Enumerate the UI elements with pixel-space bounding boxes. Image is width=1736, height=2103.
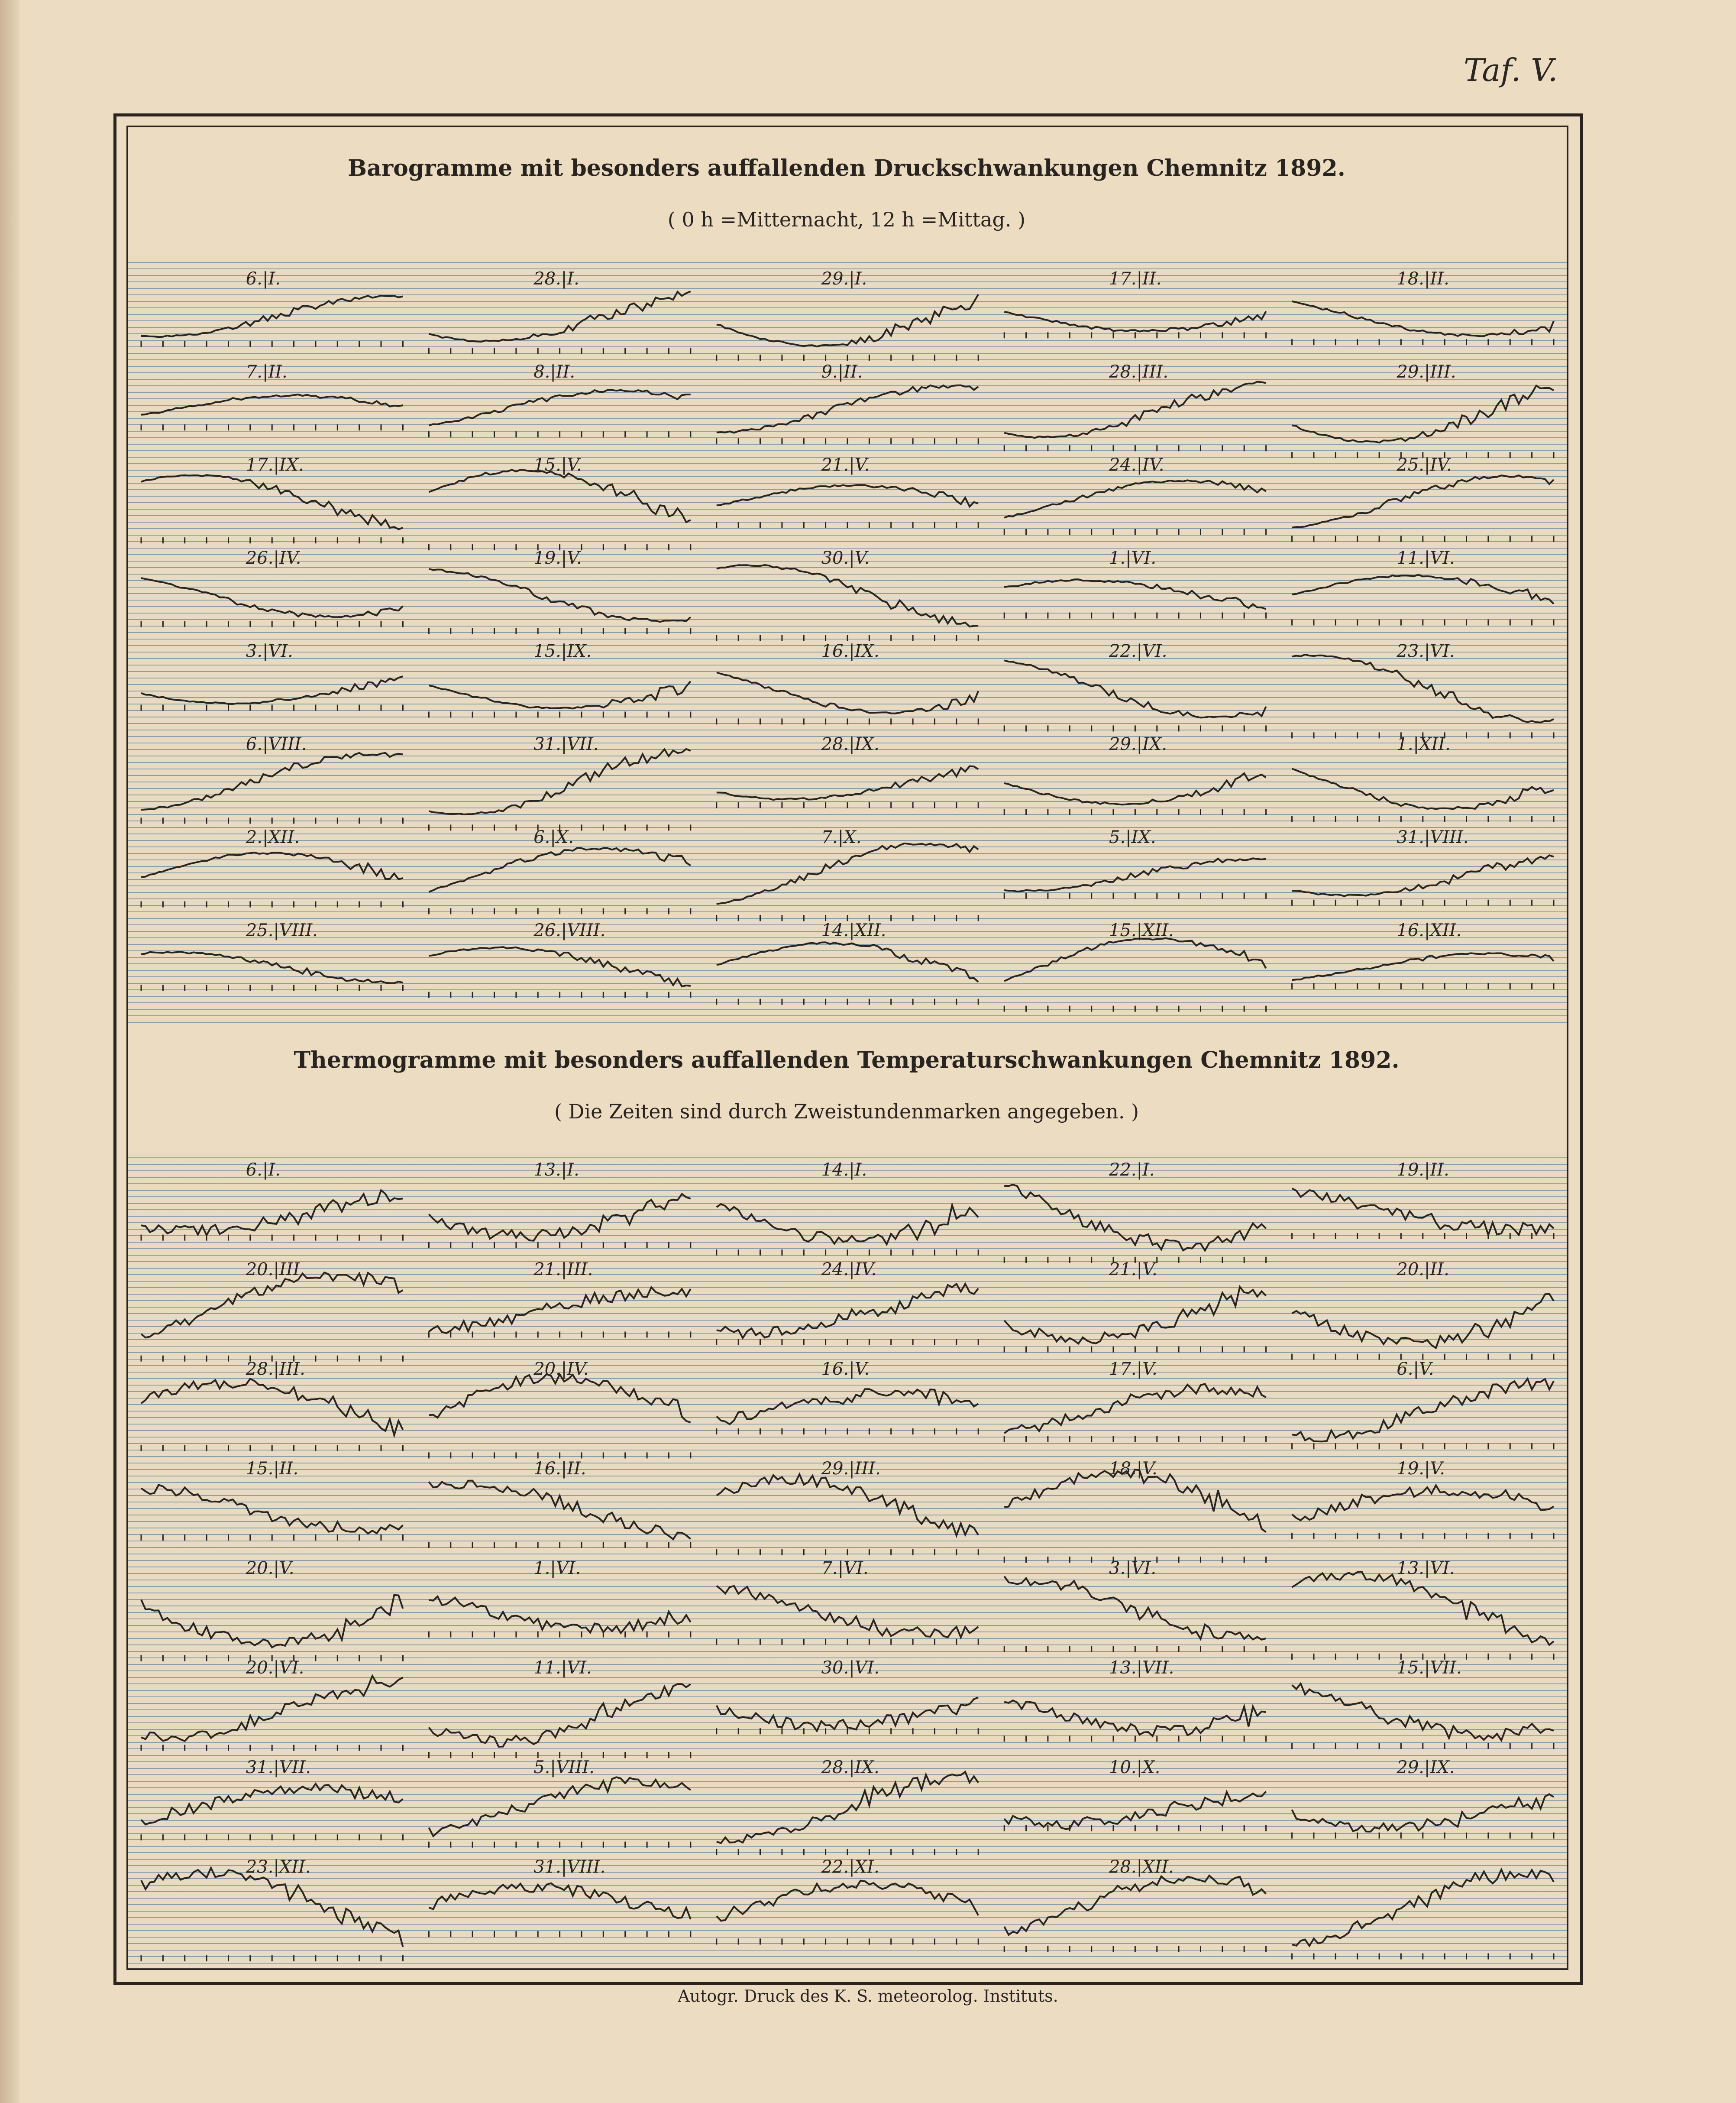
barogram-trace — [717, 385, 978, 433]
thermogram-date-label: 13.|I. — [533, 1160, 579, 1180]
thermogram-date-label: 20.|IV. — [533, 1359, 589, 1379]
barogram-trace — [429, 681, 690, 708]
barogram-date-label: 3.|VI. — [246, 641, 293, 661]
barogram-date-label: 1.|VI. — [1109, 548, 1157, 568]
thermogram-trace — [429, 1374, 690, 1423]
thermogram-date-label: 14.|I. — [821, 1160, 867, 1180]
thermogram-date-label: 5.|VIII. — [533, 1757, 595, 1777]
barogram-trace — [717, 485, 978, 507]
barogram-date-label: 9.|II. — [821, 362, 863, 382]
barogram-traces — [128, 256, 1567, 1023]
thermogram-date-label: 6.|I. — [246, 1160, 281, 1180]
barogram-date-label: 17.|IX. — [246, 455, 304, 475]
thermogram-date-label: 28.|IX. — [821, 1757, 879, 1777]
barogram-date-label: 28.|IX. — [821, 734, 879, 754]
barogram-trace — [1004, 660, 1266, 717]
barogram-trace — [1292, 855, 1554, 896]
barogram-date-label: 29.|IX. — [1109, 734, 1167, 754]
barogram-date-label: 26.|IV. — [246, 548, 301, 568]
barogram-trace — [141, 676, 403, 704]
thermogram-trace — [1292, 1870, 1554, 1946]
barogram-subtitle: ( 0 h =Mitternacht, 12 h =Mittag. ) — [667, 208, 1026, 231]
thermogram-date-label: 22.|XI. — [821, 1857, 879, 1877]
barogram-trace — [429, 569, 690, 622]
barogram-date-label: 28.|I. — [533, 269, 579, 289]
barogram-trace — [141, 753, 403, 810]
barogram-date-label: 6.|VIII. — [246, 734, 307, 754]
thermogram-date-label: 22.|I. — [1109, 1160, 1155, 1180]
barogram-date-label: 6.|X. — [533, 827, 574, 847]
thermogram-date-label: 18.|V. — [1109, 1459, 1157, 1479]
barogram-date-label: 23.|VI. — [1397, 641, 1455, 661]
barogram-trace — [429, 749, 690, 814]
thermogram-trace — [717, 1474, 978, 1535]
thermogram-trace — [1004, 1876, 1266, 1935]
thermogram-trace — [141, 1595, 403, 1648]
thermogram-date-label: 28.|XII. — [1109, 1857, 1174, 1877]
barogram-date-label: 15.|IX. — [533, 641, 592, 661]
barogram-trace — [141, 578, 403, 617]
thermogram-trace — [1292, 1683, 1554, 1740]
thermogram-date-label: 21.|V. — [1109, 1260, 1157, 1279]
thermogram-date-label: 15.|II. — [246, 1459, 299, 1479]
thermogram-trace — [429, 1777, 690, 1836]
barogram-date-label: 7.|X. — [821, 827, 862, 847]
barogram-date-label: 6.|I. — [246, 269, 281, 289]
thermogram-trace — [429, 1684, 690, 1747]
barogram-date-label: 14.|XII. — [821, 921, 886, 940]
thermogram-subtitle: ( Die Zeiten sind durch Zweistundenmarken angegeben. ) — [554, 1100, 1139, 1123]
printer-credit: Autogr. Druck des K. S. meteorolog. Instituts. — [678, 1987, 1058, 2006]
barogram-date-label: 16.|XII. — [1397, 921, 1462, 940]
thermogram-trace — [1004, 1700, 1266, 1736]
thermogram-date-label: 31.|VII. — [246, 1757, 311, 1777]
thermogram-trace — [141, 1676, 403, 1741]
barogram-trace — [429, 848, 690, 892]
thermogram-trace — [1292, 1572, 1554, 1645]
thermogram-date-label: 3.|VI. — [1109, 1558, 1157, 1578]
barogram-trace — [717, 294, 978, 346]
barogram-trace — [1004, 858, 1266, 892]
thermogram-date-label: 7.|VI. — [821, 1558, 869, 1578]
thermogram-trace — [141, 1379, 403, 1435]
barogram-date-label: 25.|VIII. — [246, 921, 318, 940]
thermogram-date-label: 19.|V. — [1397, 1459, 1445, 1479]
barogram-date-label: 16.|IX. — [821, 641, 879, 661]
thermogram-trace — [1292, 1794, 1554, 1832]
thermogram-trace — [1292, 1294, 1554, 1348]
thermogram-date-label: 24.|IV. — [821, 1260, 877, 1279]
barogram-trace — [717, 766, 978, 800]
thermogram-trace — [1004, 1384, 1266, 1433]
barogram-title: Barogramme mit besonders auffallenden Druckschwankungen Chemnitz 1892. — [348, 155, 1345, 181]
barogram-trace — [717, 672, 978, 714]
thermogram-trace — [429, 1287, 690, 1333]
barogram-trace — [141, 952, 403, 983]
plate-label: Taf. V. — [1464, 52, 1558, 88]
thermogram-trace — [717, 1586, 978, 1638]
thermogram-trace — [1004, 1185, 1266, 1250]
barogram-date-label: 31.|VIII. — [1397, 827, 1469, 847]
barogram-trace — [1292, 386, 1554, 443]
barogram-date-label: 28.|III. — [1109, 362, 1169, 382]
barogram-trace — [141, 394, 403, 415]
thermogram-trace — [1292, 1189, 1554, 1235]
barogram-trace — [1004, 773, 1266, 805]
barogram-date-label: 5.|IX. — [1109, 827, 1156, 847]
thermogram-trace — [141, 1190, 403, 1235]
barogram-date-label: 2.|XII. — [246, 827, 300, 847]
barogram-trace — [1292, 953, 1554, 980]
thermogram-date-label: 31.|VIII. — [533, 1857, 606, 1877]
barogram-date-label: 22.|VI. — [1109, 641, 1167, 661]
thermogram-trace — [1004, 1470, 1266, 1532]
thermogram-trace — [429, 1596, 690, 1633]
thermogram-date-label: 28.|III. — [246, 1359, 306, 1379]
thermogram-trace — [1004, 1287, 1266, 1344]
barogram-trace — [1292, 301, 1554, 336]
thermogram-trace — [717, 1204, 978, 1244]
barogram-trace — [1292, 575, 1554, 604]
thermogram-trace — [717, 1881, 978, 1921]
barogram-date-label: 21.|V. — [821, 455, 870, 475]
thermogram-date-label: 1.|VI. — [533, 1558, 581, 1578]
thermogram-trace — [1292, 1485, 1554, 1520]
thermogram-date-label: 16.|II. — [533, 1459, 586, 1479]
barogram-date-label: 29.|I. — [821, 269, 867, 289]
thermogram-trace — [1004, 1576, 1266, 1640]
thermogram-date-label: 29.|IX. — [1397, 1757, 1455, 1777]
barogram-trace — [1004, 382, 1266, 438]
thermogram-trace — [717, 1697, 978, 1731]
barogram-trace — [1004, 579, 1266, 609]
thermogram-trace — [429, 1883, 690, 1919]
barogram-trace — [1004, 311, 1266, 332]
thermogram-date-label: 20.|VI. — [246, 1658, 304, 1678]
thermogram-date-label: 13.|VII. — [1109, 1658, 1174, 1678]
barogram-date-label: 1.|XII. — [1397, 734, 1451, 754]
barogram-date-label: 15.|V. — [533, 455, 582, 475]
thermogram-trace — [429, 1481, 690, 1539]
thermogram-trace — [429, 1194, 690, 1241]
thermogram-date-label: 10.|X. — [1109, 1757, 1161, 1777]
thermogram-trace — [1292, 1379, 1554, 1441]
barogram-date-label: 19.|V. — [533, 548, 582, 568]
barogram-date-label: 11.|VI. — [1397, 548, 1455, 568]
barogram-trace — [141, 853, 403, 879]
barogram-trace — [429, 291, 690, 342]
thermogram-date-label: 15.|VII. — [1397, 1658, 1462, 1678]
thermogram-trace — [717, 1284, 978, 1338]
barogram-trace — [717, 942, 978, 982]
thermogram-trace — [717, 1389, 978, 1424]
barogram-date-label: 15.|XII. — [1109, 921, 1174, 940]
thermogram-date-label: 23.|XII. — [246, 1857, 311, 1877]
barogram-trace — [1292, 655, 1554, 723]
barogram-trace — [429, 947, 690, 986]
thermogram-trace — [1004, 1792, 1266, 1829]
barogram-trace — [1004, 938, 1266, 981]
barogram-date-label: 30.|V. — [821, 548, 870, 568]
thermogram-trace — [141, 1485, 403, 1534]
thermogram-date-label: 21.|III. — [533, 1260, 593, 1279]
barogram-date-label: 7.|II. — [246, 362, 288, 382]
barogram-trace — [717, 565, 978, 627]
barogram-date-label: 24.|IV. — [1109, 455, 1164, 475]
barogram-trace — [1004, 480, 1266, 518]
page-edge-shadow — [0, 0, 20, 2103]
thermogram-title: Thermogramme mit besonders auffallenden Temperaturschwankungen Chemnitz 1892. — [294, 1047, 1400, 1073]
thermogram-trace — [141, 1784, 403, 1825]
thermogram-date-label: 20.|V. — [246, 1558, 294, 1578]
barogram-date-label: 17.|II. — [1109, 269, 1162, 289]
barogram-date-label: 31.|VII. — [533, 734, 599, 754]
thermogram-date-label: 11.|VI. — [533, 1658, 592, 1678]
barogram-trace — [429, 470, 690, 522]
thermogram-trace — [141, 1868, 403, 1947]
thermogram-date-label: 19.|II. — [1397, 1160, 1449, 1180]
barogram-trace — [1292, 475, 1554, 528]
thermogram-traces — [128, 1152, 1567, 1965]
barogram-date-label: 18.|II. — [1397, 269, 1449, 289]
barogram-date-label: 29.|III. — [1397, 362, 1456, 382]
thermogram-date-label: 17.|V. — [1109, 1359, 1157, 1379]
thermogram-date-label: 30.|VI. — [821, 1658, 880, 1678]
thermogram-date-label: 6.|V. — [1397, 1359, 1434, 1379]
thermogram-date-label: 13.|VI. — [1397, 1558, 1455, 1578]
barogram-trace — [141, 475, 403, 529]
barogram-date-label: 8.|II. — [533, 362, 575, 382]
thermogram-date-label: 20.|III. — [246, 1260, 306, 1279]
barogram-trace — [1292, 769, 1554, 809]
thermogram-date-label: 20.|II. — [1397, 1260, 1449, 1279]
thermogram-trace — [717, 1772, 978, 1843]
barogram-trace — [141, 296, 403, 337]
barogram-date-label: 25.|IV. — [1397, 455, 1452, 475]
thermogram-date-label: 29.|III. — [821, 1459, 881, 1479]
thermogram-date-label: 16.|V. — [821, 1359, 870, 1379]
barogram-trace — [717, 843, 978, 904]
thermogram-trace — [141, 1273, 403, 1337]
barogram-date-label: 26.|VIII. — [533, 921, 606, 940]
barogram-trace — [429, 390, 690, 426]
